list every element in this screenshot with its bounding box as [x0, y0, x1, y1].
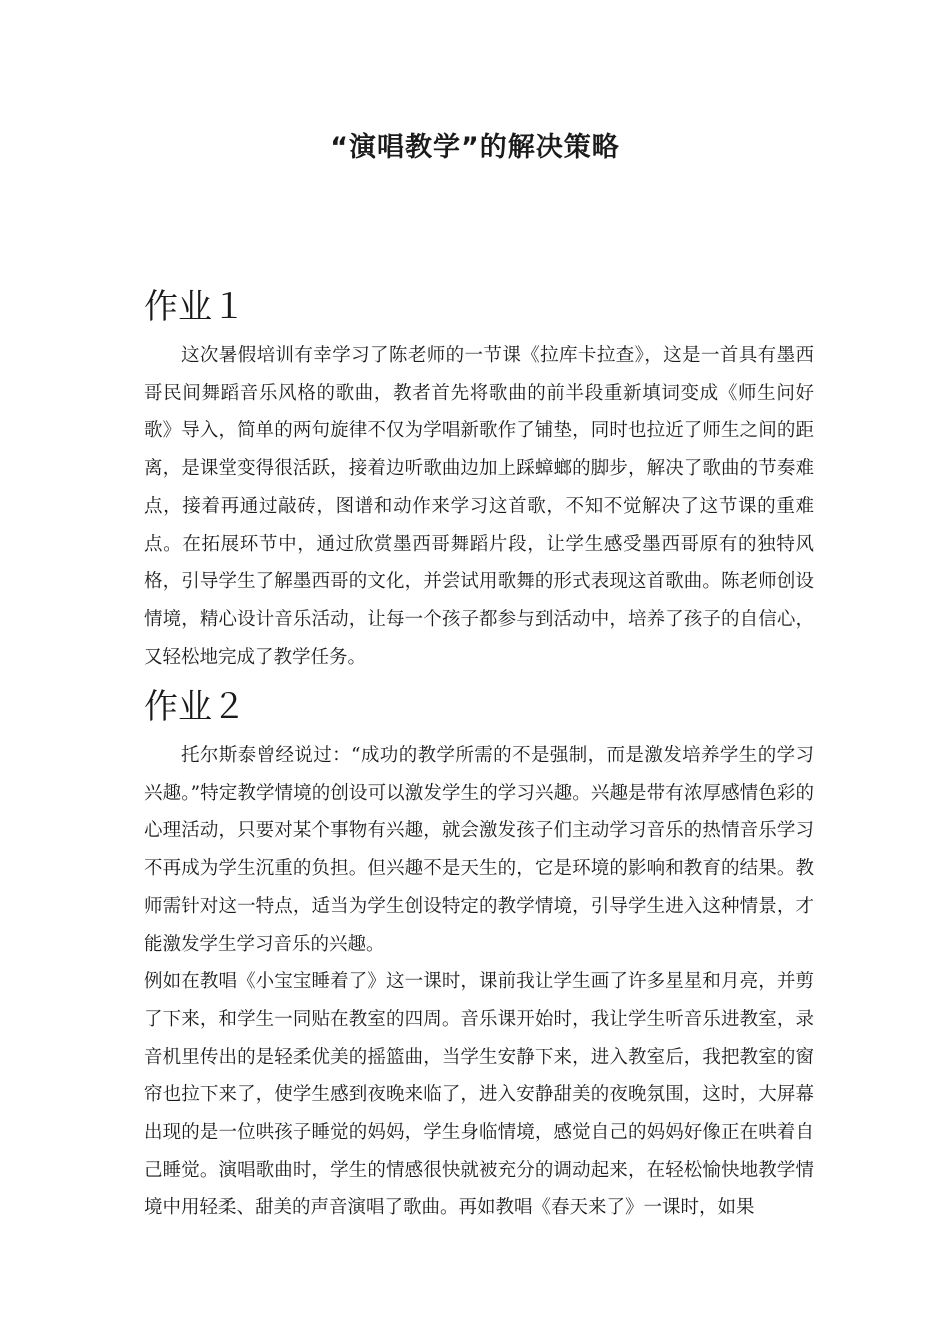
document-title: “演唱教学”的解决策略 — [330, 132, 620, 163]
section-heading: 作业２ — [144, 687, 246, 727]
body-paragraph: 例如在教唱《小宝宝睡着了》这一课时，课前我让学生画了许多星星和月亮，并剪了下来，和学生一同贴在教室的四周。音乐课开始时，我让学生听音乐进教室，录音机里传出的是轻柔优美的摇篮曲，当学生安静下来，进入教室后，我把教室的窗帘也拉下来了，使学生感到夜晚来临了，进入安静甜美的夜晚氛围，这时，大屏幕出现的是一位哄孩子睡觉的妈妈，学生身临情境，感觉自己的妈妈好像正在哄着自己睡觉。演唱歌曲时，学生的情感很快就被充分的调动起来，在轻松愉快地教学情境中用轻柔、甜美的声音演唱了歌曲。再如教唱《春天来了》一课时，如果 — [144, 971, 814, 1219]
section-assignment-1 — [144, 282, 814, 676]
body-paragraph: 这次暑假培训有幸学习了陈老师的一节课《拉库卡拉查》，这是一首具有墨西哥民间舞蹈音乐风格的歌曲，教者首先将歌曲的前半段重新填词变成《师生问好歌》导入，简单的两句旋律不仅为学唱新歌作了铺垫，同时也拉近了师生之间的距离，是课堂变得很活跃，接着边听歌曲边加上踩蟑螂的脚步，解决了歌曲的节奏难点，接着再通过敲砖，图谱和动作来学习这首歌，不知不觉解决了这节课的重难点。在拓展环节中，通过欣赏墨西哥舞蹈片段，让学生感受墨西哥原有的独特风格，引导学生了解墨西哥的文化，并尝试用歌舞的形式表现这首歌曲。陈老师创设情境，精心设计音乐活动，让每一个孩子都参与到活动中，培养了孩子的自信心，又轻松地完成了教学任务。 — [144, 345, 814, 668]
section-heading: 作业１ — [144, 287, 246, 327]
section-assignment-2 — [144, 682, 814, 1227]
body-paragraph: 托尔斯泰曾经说过：“成功的教学所需的不是强制，而是激发培养学生的学习兴趣。”特定教学情境的创设可以激发学生的学习兴趣。兴趣是带有浓厚感情色彩的心理活动，只要对某个事物有兴趣，就会激发孩子们主动学习音乐的热情音乐学习不再成为学生沉重的负担。但兴趣不是天生的，它是环境的影响和教育的结果。教师需针对这一特点，适当为学生创设特定的教学情境，引导学生进入这种情景，才能激发学生学习音乐的兴趣。 — [144, 745, 814, 955]
